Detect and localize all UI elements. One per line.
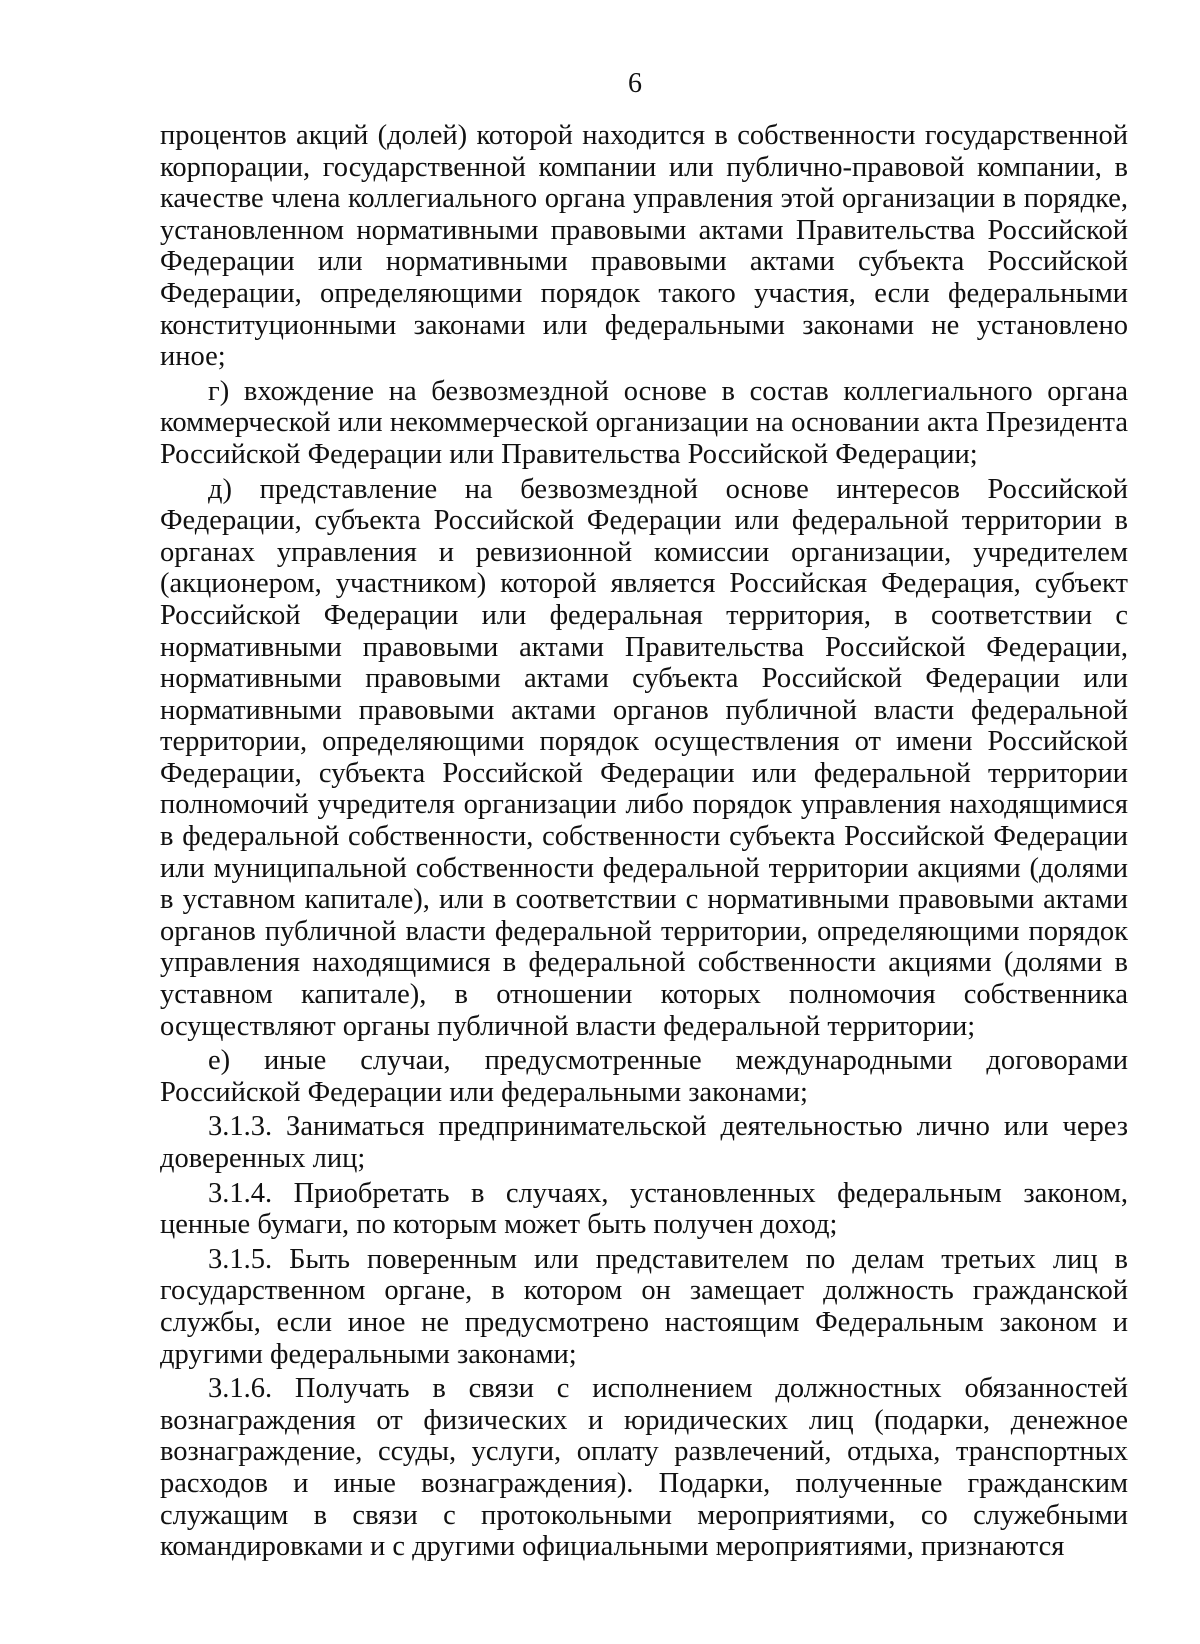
paragraph-item-e: е) иные случаи, предусмотренные международными договорами Российской Федерации или федеральными законами;	[160, 1045, 1128, 1108]
paragraph-item-d: д) представление на безвозмездной основе интересов Российской Федерации, субъекта Российской Федерации или федеральной территории в органах управления и ревизионной комиссии организации, учредителем (акционером, участником) которой является Российская Федерация, субъект Российской Федерации или федеральная территория, в соответствии с нормативными правовыми актами Правительства Российской Федерации, нормативными правовыми актами субъекта Российской Федерации или нормативными правовыми актами органов публичной власти федеральной территории, определяющими порядок осуществления от имени Российской Федерации, субъекта Российской Федерации или федеральной территории полномочий учредителя организации либо порядок управления находящимися в федеральной собственности, собственности субъекта Российской Федерации или муниципальной собственности федеральной территории акциями (долями в уставном капитале), или в соответствии с нормативными правовыми актами органов публичной власти федеральной территории, определяющими порядок управления находящимися в федеральной собственности акциями (долями в уставном капитале), в отношении которых полномочия собственника осуществляют органы публичной власти федеральной территории;	[160, 473, 1128, 1042]
paragraph-item-3-1-5: 3.1.5. Быть поверенным или представителем по делам третьих лиц в государственном органе, в котором он замещает должность гражданской службы, если иное не предусмотрено настоящим Федеральным законом и другими федеральными законами;	[160, 1243, 1128, 1370]
page-number: 6	[628, 68, 642, 99]
document-body	[160, 120, 1128, 1563]
paragraph-item-3-1-4: 3.1.4. Приобретать в случаях, установленных федеральным законом, ценные бумаги, по которым может быть получен доход;	[160, 1177, 1128, 1241]
paragraph-item-3-1-6: 3.1.6. Получать в связи с исполнением должностных обязанностей вознаграждения от физических и юридических лиц (подарки, денежное вознаграждение, ссуды, услуги, оплату развлечений, отдыха, транспортных расходов и иные вознаграждения). Подарки, полученные гражданским служащим в связи с протокольными мероприятиями, со служебными командировками и с другими официальными мероприятиями, признаются	[160, 1373, 1128, 1563]
paragraph-continuation: процентов акций (долей) которой находится в собственности государственной корпорации, государственной компании или публично-правовой компании, в качестве члена коллегиального органа управления этой организации в порядке, установленном нормативными правовыми актами Правительства Российской Федерации или нормативными правовыми актами субъекта Российской Федерации, определяющими порядок такого участия, если федеральными конституционными законами или федеральными законами не установлено иное;	[160, 120, 1128, 373]
paragraph-item-3-1-3: 3.1.3. Заниматься предпринимательской деятельностью лично или через доверенных лиц;	[160, 1111, 1128, 1174]
paragraph-item-g: г) вхождение на безвозмездной основе в состав коллегиального органа коммерческой или некоммерческой организации на основании акта Президента Российской Федерации или Правительства Российской Федерации;	[160, 375, 1128, 470]
